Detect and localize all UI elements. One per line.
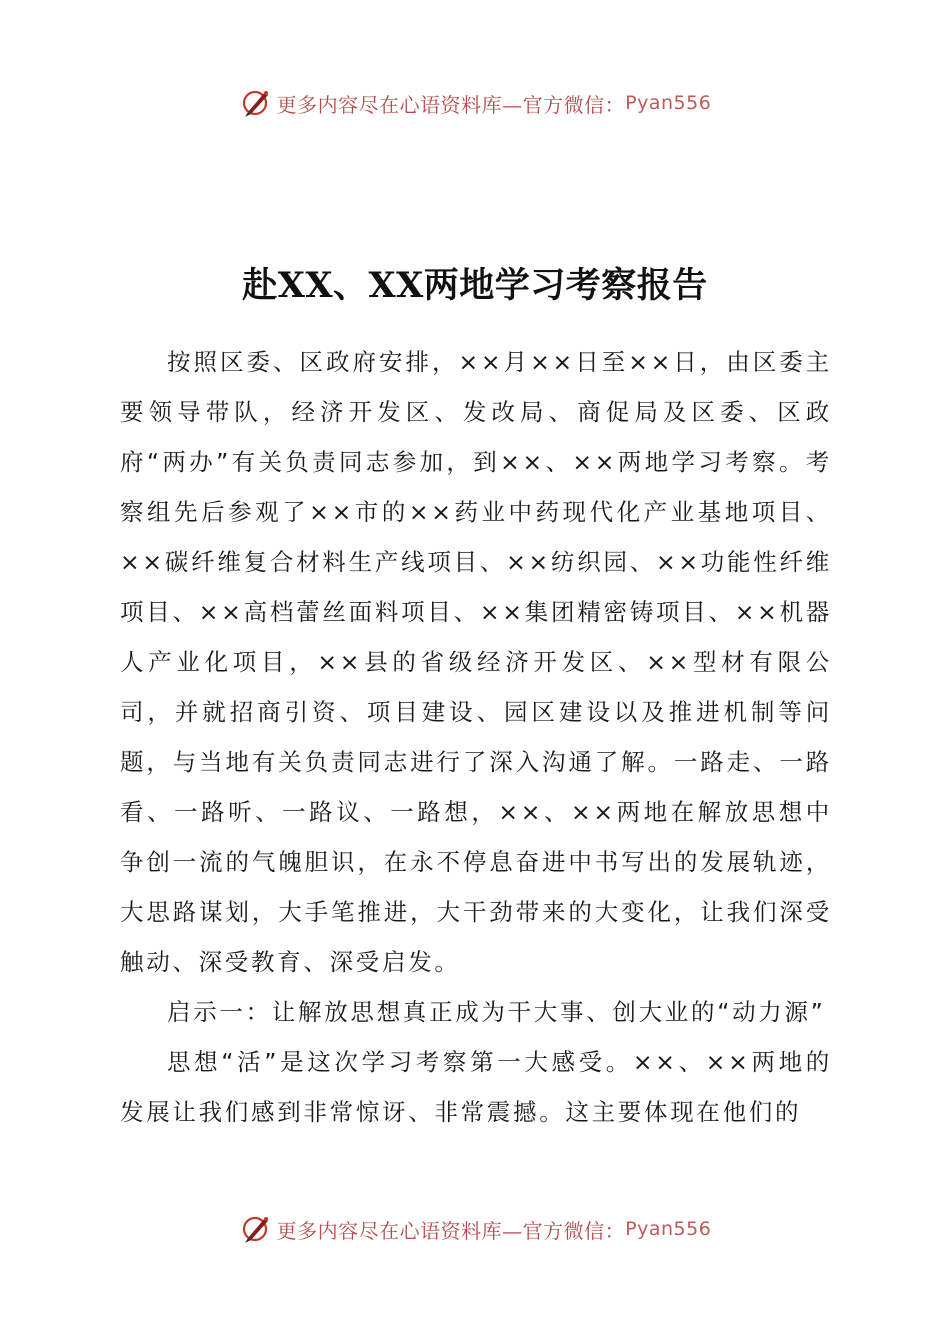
section-heading: 启示一：让解放思想真正成为干大事、创大业的“动力源” <box>167 998 826 1026</box>
header-watermark <box>0 83 950 123</box>
footer-watermark <box>0 1209 950 1249</box>
document-title: 赴XX、XX两地学习考察报告 <box>242 265 708 306</box>
watermark-text: 更多内容尽在心语资料库—官方微信： <box>276 92 626 117</box>
watermark-wechat-id: Pyan556 <box>625 1218 712 1240</box>
quill-pen-logo-icon <box>239 1212 273 1246</box>
watermark-wechat-id: Pyan556 <box>625 92 712 114</box>
body-paragraph: 按照区委、区政府安排，××月××日至××日，由区委主要领导带队，经济开发区、发改局、商促局及区委、区政府“两办”有关负责同志参加，到××、××两地学习考察。考察组先后参观了××市的××药业中药现代化产业基地项目、××碳纤维复合材料生产线项目、××纺织园、××功能性纤维项目、××高档蕾丝面料项目、××集团精密铸项目、××机器人产业化项目，××县的省级经济开发区、××型材有限公司，并就招商引资、项目建设、园区建设以及推进机制等问题，与当地有关负责同志进行了深入沟通了解。一路走、一路看、一路听、一路议、一路想，××、××两地在解放思想中争创一流的气魄胆识，在永不停息奋进中书写出的发展轨迹，大思路谋划，大手笔推进，大干劲带来的大变化，让我们深受触动、深受教育、深受启发。 <box>120 348 832 976</box>
watermark-text: 更多内容尽在心语资料库—官方微信： <box>276 1218 626 1243</box>
document-body <box>120 337 832 1137</box>
quill-pen-logo-icon <box>239 86 273 120</box>
body-paragraph: 思想“活”是这次学习考察第一大感受。××、××两地的发展让我们感到非常惊讶、非常震撼。这主要体现在他们的 <box>120 1048 832 1126</box>
